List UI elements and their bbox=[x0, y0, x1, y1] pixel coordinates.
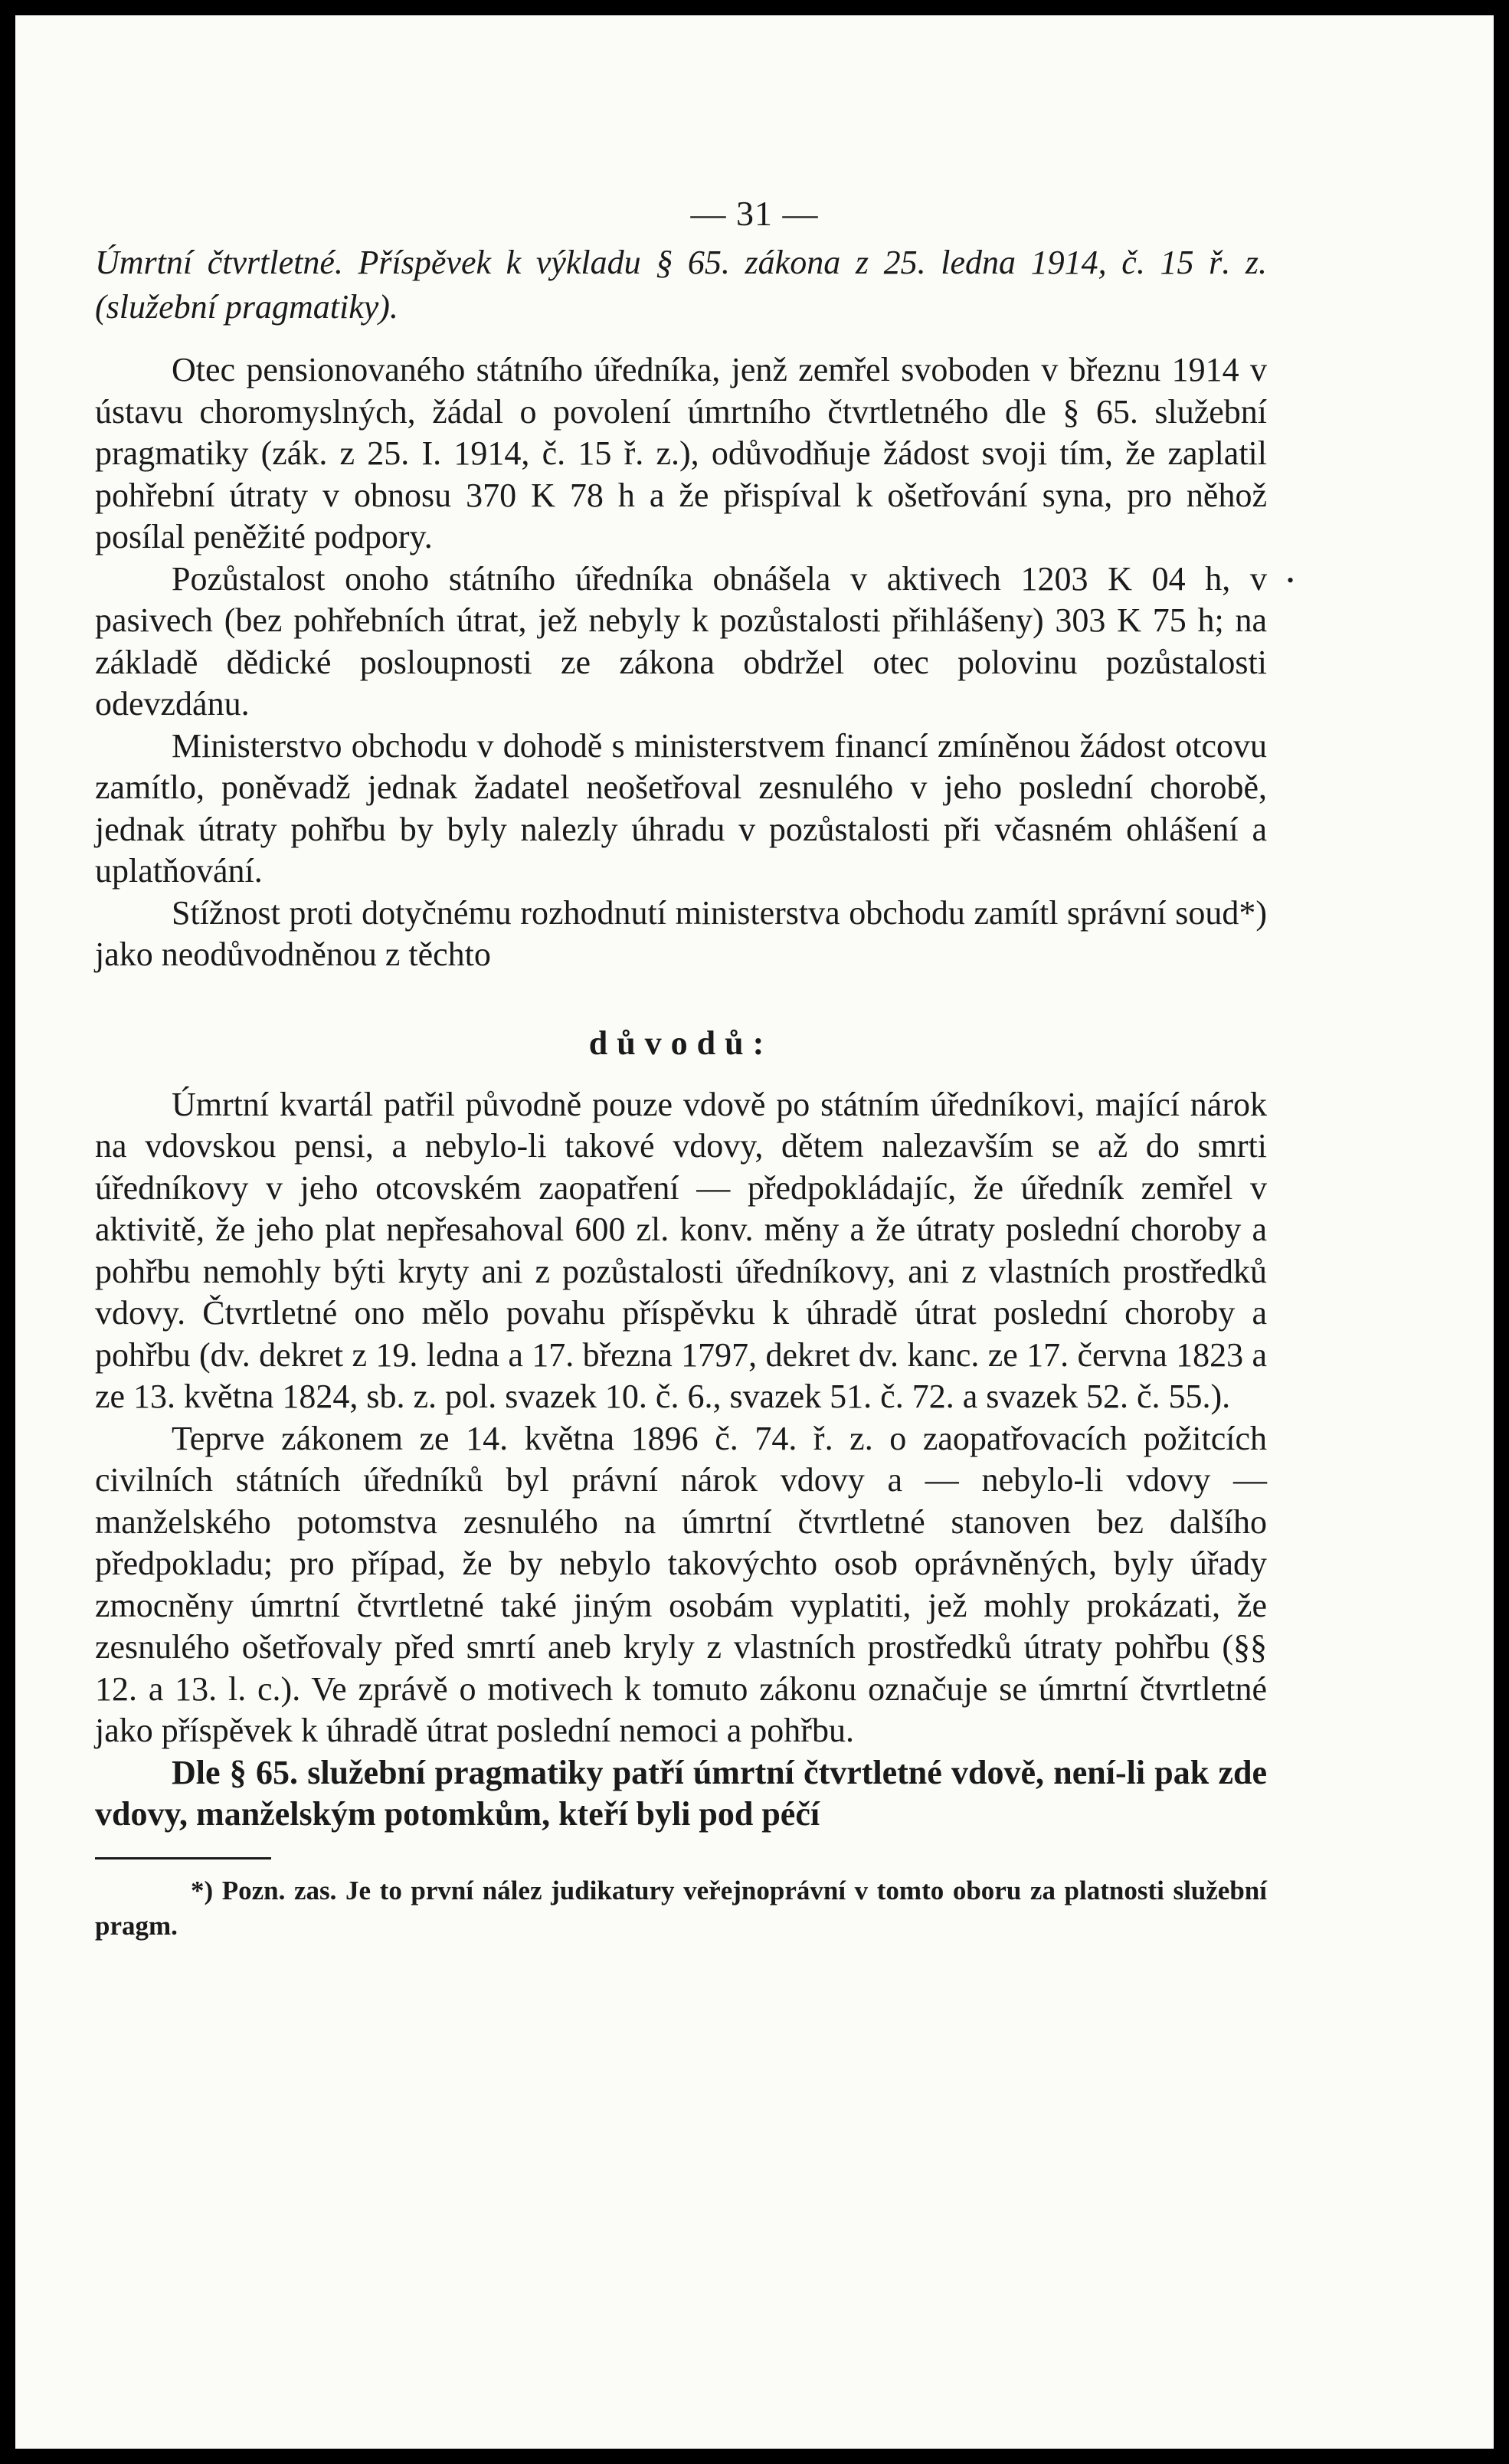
page-number: — 31 — bbox=[690, 194, 819, 233]
footnote-rule bbox=[95, 1857, 271, 1859]
article-title: Úmrtní čtvrtletné. Příspěvek k výkladu § 65. zákona z 25. ledna 1914, č. 15 ř. z. (služební pragmatiky). bbox=[95, 244, 1267, 326]
page-content bbox=[95, 195, 1267, 1944]
paragraph-intro-1: Otec pensionovaného státního úředníka, jenž zemřel svoboden v březnu 1914 v ústavu choromyslných, žádal o povolení úmrtního čtvrtletného dle § 65. služební pragmatiky (zák. z 25. I. 1914, č. 15 ř. z.), odůvodňuje žádost svoji tím, že zaplatil pohřební útraty v obnosu 370 K 78 h a že přispíval k ošetřování syna, pro něhož posílal peněžité podpory. bbox=[95, 351, 1267, 555]
section-heading: důvodů: bbox=[588, 1024, 774, 1062]
paragraph-intro-2: Pozůstalost onoho státního úředníka obnášela v aktivech 1203 K 04 h, v pasivech (bez pohřebních útrat, jež nebyly k pozůstalosti přihlášeny) 303 K 75 h; na základě dědické posloupnosti ze zákona obdržel otec polovinu pozůstalosti odevzdánu. bbox=[95, 559, 1267, 722]
paragraph-intro-4: Stížnost proti dotyčnému rozhodnutí ministerstva obchodu zamítl správní soud*) jako neodůvodněnou z těchto bbox=[95, 893, 1267, 973]
paragraph-reasons-2: Teprve zákonem ze 14. května 1896 č. 74. ř. z. o zaopatřovacích požitcích civilních státních úředníků byl právní nárok vdovy a — nebylo-li vdovy — manželského potomstva zesnulého na úmrtní čtvrtletné stanoven bez dalšího předpokladu; pro případ, že by nebylo takovýchto osob oprávněných, byly úřady zmocněny úmrtní čtvrtletné také jiným osobám vyplatiti, jež mohly prokázati, že zesnulého ošetřovaly před smrtí aneb kryly z vlastních prostředků útraty pohřbu (§§ 12. a 13. l. c.). Ve zprávě o motivech k tomuto zákonu označuje se úmrtní čtvrtletné jako příspěvek k úhradě útrat poslední nemoci a pohřbu. bbox=[95, 1419, 1267, 1749]
paragraph-final: Dle § 65. služební pragmatiky patří úmrtní čtvrtletné vdově, není-li pak zde vdovy, manželským potomkům, kteří byli pod péčí bbox=[95, 1753, 1267, 1833]
paragraph-intro-3: Ministerstvo obchodu v dohodě s ministerstvem financí zmíněnou žádost otcovu zamítlo, poněvadž jednak žadatel neošetřoval zesnulého v jeho poslední chorobě, jednak útraty pohřbu by byly nalezly úhradu v pozůstalosti při včasném ohlášení a uplatňování. bbox=[95, 726, 1267, 890]
footnote: *) Pozn. zas. Je to první nález judikatury veřejnoprávní v tomto oboru za platnosti služební pragm. bbox=[95, 1875, 1267, 1941]
paragraph-reasons-1: Úmrtní kvartál patřil původně pouze vdově po státním úředníkovi, mající nárok na vdovskou pensi, a nebylo-li takové vdovy, dětem nalezavším se až do smrti úředníkovy v jeho otcovském zaopatření — předpokládajíc, že úředník zemřel v aktivitě, že jeho plat nepřesahoval 600 zl. konv. měny a že útraty poslední choroby a pohřbu nemohly býti kryty ani z pozůstalosti úředníkovy, ani z vlastních prostředků vdovy. Čtvrtletné ono mělo povahu příspěvku k úhradě útrat poslední choroby a pohřbu (dv. dekret z 19. ledna a 17. března 1797, dekret dv. kanc. ze 17. června 1823 a ze 13. května 1824, sb. z. pol. svazek 10. č. 6., svazek 51. č. 72. a svazek 52. č. 55.). bbox=[95, 1085, 1267, 1415]
margin-mark: • bbox=[1287, 569, 1295, 591]
